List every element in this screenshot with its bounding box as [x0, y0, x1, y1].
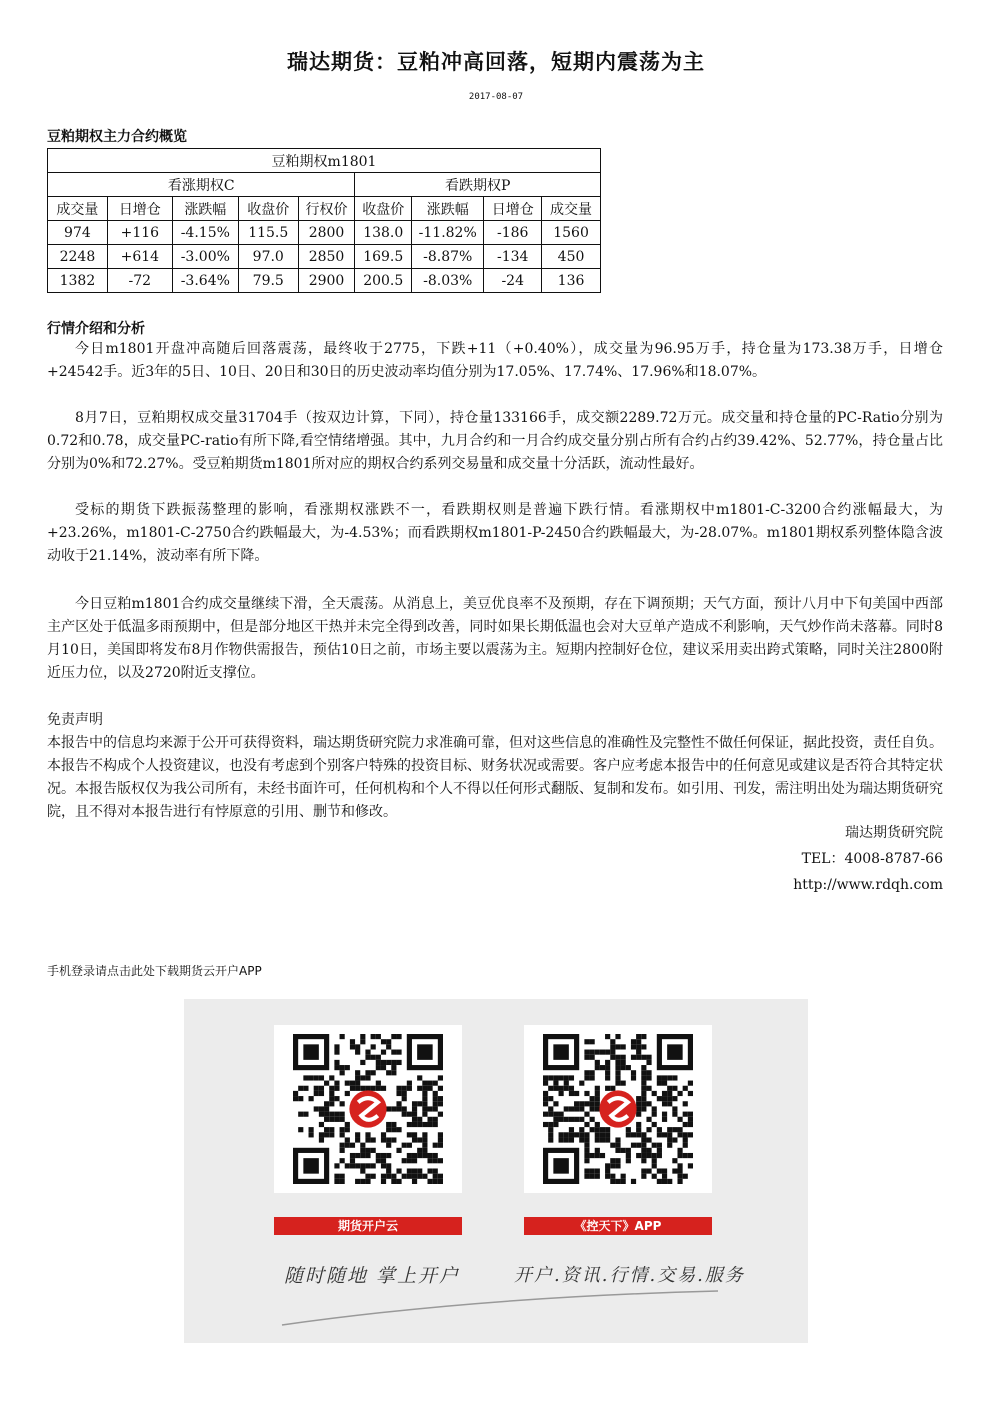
column-header: 日增仓	[484, 197, 542, 221]
qr-label-1: 期货开户云	[274, 1217, 462, 1235]
table-cell: +116	[107, 221, 172, 245]
column-header: 收盘价	[355, 197, 412, 221]
table-cell: 974	[48, 221, 108, 245]
column-header: 涨跌幅	[412, 197, 484, 221]
put-header: 看跌期权P	[355, 173, 601, 197]
contact-url[interactable]: http://www.rdqh.com	[793, 877, 943, 893]
table-cell: 1560	[542, 221, 601, 245]
qr-code-2-icon	[535, 1034, 701, 1184]
column-header: 行权价	[298, 197, 355, 221]
column-header: 成交量	[48, 197, 108, 221]
table-cell: -24	[484, 269, 542, 293]
table-cell: -4.15%	[172, 221, 238, 245]
analysis-heading: 行情介绍和分析	[47, 321, 145, 337]
report-date: 2017-08-07	[468, 92, 524, 102]
table-title: 豆粕期权m1801	[48, 149, 601, 173]
qr-code-2[interactable]	[524, 1025, 712, 1193]
analysis-paragraph-3: 受标的期货下跌振荡整理的影响，看涨期权涨跌不一，看跌期权则是普遍下跌行情。看涨期权中m1801-C-3200合约涨幅最大，为+23.26%，m1801-C-2750合约跌幅最大，为-4.53%；而看跌期权m1801-P-2450合约跌幅最大，为-28.07%。m1801期权系列整体隐含波动收于21.14%，波动率有所下降。	[47, 502, 943, 564]
table-cell: 450	[542, 245, 601, 269]
contact-tel: TEL：4008-8787-66	[801, 851, 943, 867]
table-row	[48, 221, 601, 245]
qr-code-1[interactable]	[274, 1025, 462, 1193]
table-row	[48, 269, 601, 293]
table-cell: 200.5	[355, 269, 412, 293]
table-cell: -3.64%	[172, 269, 238, 293]
table-cell: -3.00%	[172, 245, 238, 269]
table-cell: 115.5	[238, 221, 298, 245]
table-cell: -11.82%	[412, 221, 484, 245]
table-cell: -134	[484, 245, 542, 269]
disclaimer-body: 本报告中的信息均来源于公开可获得资料，瑞达期货研究院力求准确可靠，但对这些信息的准确性及完整性不做任何保证，据此投资，责任自负。本报告不构成个人投资建议，也没有考虑到个别客户特殊的投资目标、财务状况或需要。客户应考虑本报告中的任何意见或建议是否符合其特定状况。本报告版权仅为我公司所有，未经书面许可，任何机构和个人不得以任何形式翻版、复制和发布。如引用、刊发，需注明出处为瑞达期货研究院，且不得对本报告进行有悖原意的引用、删节和修改。	[47, 735, 943, 820]
disclaimer-heading: 免责声明	[47, 712, 103, 728]
slogan-2: 开户.资讯.行情.交易.服务	[514, 1265, 745, 1286]
page-title: 瑞达期货：豆粕冲高回落，短期内震荡为主	[287, 50, 705, 74]
download-app-link[interactable]: 手机登录请点击此处下载期货云开户APP	[47, 964, 262, 978]
call-header: 看涨期权C	[48, 173, 355, 197]
underline-swoosh-icon	[280, 1289, 720, 1329]
overview-heading: 豆粕期权主力合约概览	[47, 129, 187, 145]
table-cell: 169.5	[355, 245, 412, 269]
table-cell: +614	[107, 245, 172, 269]
table-cell: 1382	[48, 269, 108, 293]
table-cell: 138.0	[355, 221, 412, 245]
column-header: 日增仓	[107, 197, 172, 221]
promo-banner[interactable]	[184, 999, 808, 1343]
table-cell: 79.5	[238, 269, 298, 293]
column-header: 涨跌幅	[172, 197, 238, 221]
analysis-paragraph-2: 8月7日，豆粕期权成交量31704手（按双边计算，下同），持仓量133166手，成交额2289.72万元。成交量和持仓量的PC-Ratio分别为0.72和0.78，成交量PC-ratio有所下降,看空情绪增强。其中，九月合约和一月合约成交量分别占所有合约占约39.42%、52.77%，持仓量占比分别为0%和72.27%。受豆粕期货m1801所对应的期权合约系列交易量和成交量十分活跃，流动性最好。	[47, 410, 943, 472]
table-cell: -72	[107, 269, 172, 293]
table-header-row	[48, 197, 601, 221]
table-cell: -186	[484, 221, 542, 245]
table-cell: 97.0	[238, 245, 298, 269]
analysis-paragraph-1: 今日m1801开盘冲高随后回落震荡，最终收于2775，下跌+11（+0.40%），成交量为96.95万手，持仓量为173.38万手，日增仓+24542手。近3年的5日、10日、20日和30日的历史波动率均值分别为17.05%、17.74%、17.96%和18.07%。	[47, 341, 943, 380]
table-cell: 2900	[298, 269, 355, 293]
table-cell: 2248	[48, 245, 108, 269]
analysis-paragraph-4: 今日豆粕m1801合约成交量继续下滑，全天震荡。从消息上，美豆优良率不及预期，存在下调预期；天气方面，预计八月中下旬美国中西部主产区处于低温多雨预期中，但是部分地区干热并未完全得到改善，同时如果长期低温也会对大豆单产造成不利影响，天气炒作尚未落幕。同时8月10日，美国即将发布8月作物供需报告，预估10日之前，市场主要以震荡为主。短期内控制好仓位，建议采用卖出跨式策略，同时关注2800附近压力位，以及2720附近支撑位。	[47, 596, 943, 681]
qr-code-1-icon	[285, 1034, 451, 1184]
table-cell: -8.03%	[412, 269, 484, 293]
options-table	[47, 148, 601, 293]
slogan-1: 随时随地 掌上开户	[284, 1265, 461, 1287]
table-cell: 2800	[298, 221, 355, 245]
column-header: 收盘价	[238, 197, 298, 221]
table-row	[48, 245, 601, 269]
qr-label-2: 《控天下》APP	[524, 1217, 712, 1235]
table-cell: 2850	[298, 245, 355, 269]
contact-org: 瑞达期货研究院	[845, 825, 943, 841]
table-cell: 136	[542, 269, 601, 293]
column-header: 成交量	[542, 197, 601, 221]
table-cell: -8.87%	[412, 245, 484, 269]
contact-block	[700, 820, 943, 898]
